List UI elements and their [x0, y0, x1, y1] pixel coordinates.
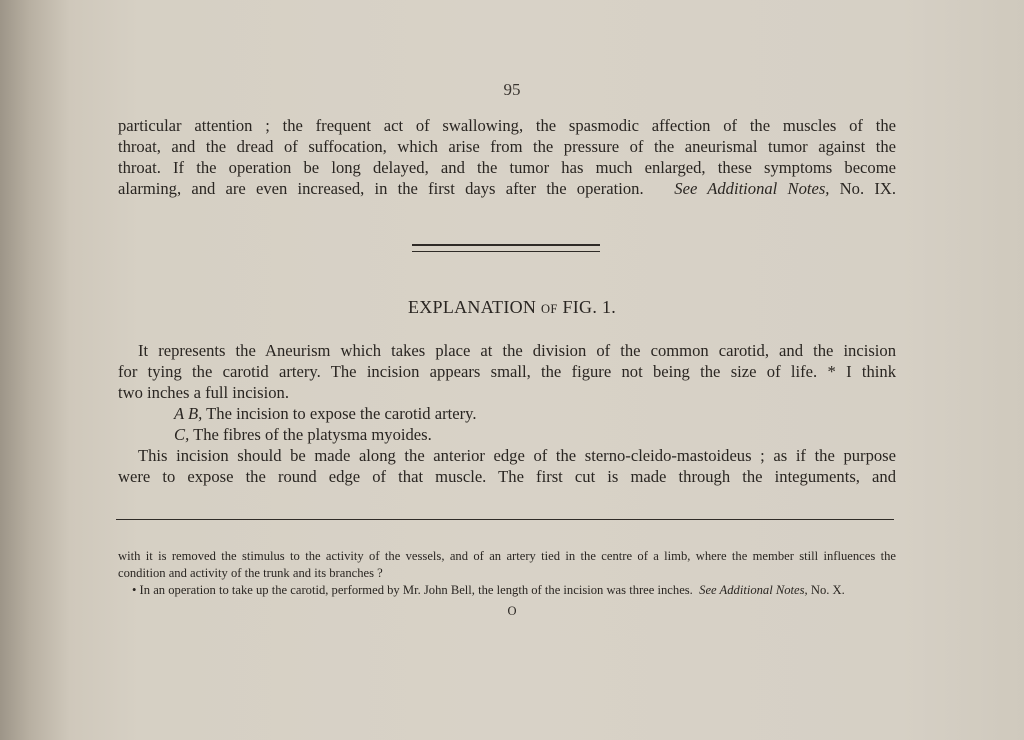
legend-text: The incision to expose the carotid artery. [206, 404, 477, 423]
text-line-last [118, 178, 896, 199]
section-heading [0, 297, 1024, 318]
text-line: for tying the carotid artery. The incision appears small, the figure not being the size of life. * I think [118, 362, 896, 381]
signature-mark: O [507, 604, 517, 618]
text-line: throat. If the operation be long delayed, and the tumor has much enlarged, these symptoms become [118, 158, 896, 177]
heading-main: EXPLANATION [407, 297, 537, 317]
paragraph-continuation [118, 115, 896, 199]
text-line: This incision should be made along the anterior edge of the sterno-cleido-mastoideus ; as if the purpose [138, 446, 896, 465]
text-line: It represents the Aneurism which takes place at the division of the common carotid, and the incision [138, 341, 896, 360]
text-line: particular attention ; the frequent act of swallowing, the spasmodic affection of the muscles of the [118, 116, 896, 135]
legend-label: C, [174, 425, 190, 444]
page-number: 95 [503, 80, 521, 99]
text-line: were to expose the round edge of that muscle. The first cut is made through the integuments, and [118, 467, 896, 486]
text-line: throat, and the dread of suffocation, which arise from the pressure of the aneurismal tumor against the [118, 137, 896, 156]
legend-item-c [118, 424, 896, 445]
heading-of: OF [541, 302, 558, 316]
footnote-text: • In an operation to take up the carotid, performed by Mr. John Bell, the length of the incision was three inches. [132, 583, 693, 597]
note-line: with it is removed the stimulus to the activity of the vessels, and of an artery tied in the centre of a limb, where the member still influences the [118, 549, 896, 563]
double-rule-divider [412, 244, 600, 252]
text-fragment: alarming, and are even increased, in the first days after the operation. [118, 179, 644, 198]
footnote-number: No. X. [810, 583, 845, 597]
explanation-paragraph [118, 340, 896, 487]
footnotes [118, 548, 896, 599]
text-line: two inches a full incision. [118, 383, 289, 402]
footnote-rule [116, 519, 894, 520]
legend-label: A B, [174, 404, 203, 423]
note-line: condition and activity of the trunk and its branches ? [118, 566, 383, 580]
legend-text: The fibres of the platysma myoides. [193, 425, 432, 444]
legend-item-ab [118, 403, 896, 424]
footnote-ref: See Additional Notes, [699, 583, 808, 597]
see-additional-notes-ref: See Additional Notes, [674, 179, 830, 198]
note-number: No. IX. [839, 179, 896, 198]
footnote-asterisk [118, 582, 896, 599]
heading-fig: FIG. 1. [562, 297, 617, 317]
